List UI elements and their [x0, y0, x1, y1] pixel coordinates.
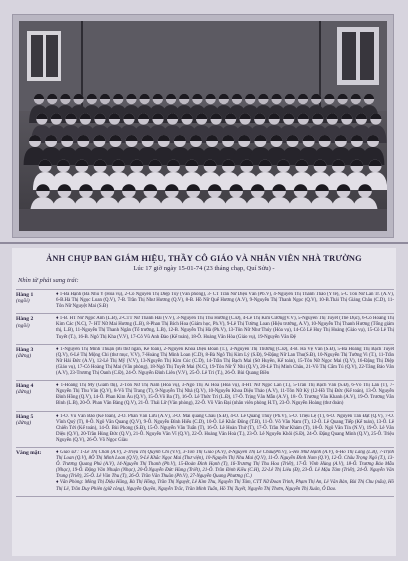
caption-block	[12, 248, 396, 556]
row-names: ♦ 1-B. HT Nữ Ngọc Anh (L.B), 2-CTT Nữ Thanh Hải (V.V), 3-Nguyễn Thị Thu Hương (C.Đ), 4-Lê Thị Kim Cương(V.V), 5-Nguyễn Thị Tuyết (Thể Dục), 6-Cô Hoàng Thị Kim Các (N.C), 7- HT Nữ Mai Hương (L.B), 8-Phan Thị Bích Hoa (Giám học, Ph.V), 9-Lê Thị Tường Loan (Hiệu trưởng, A.V), 10-Nguyễn Thị Thanh Hương (Tổng giám thị, L.B), 11-Nguyễn Thị Thanh Ngân (Tổ trưởng, L.B), 12-B. Nguyễn Thị Hà (Ph.V), 13-Tôn Nữ Như Thúy (Hóa vụ), 14-Cô Lê Huy Thị Hoàng (Giáo vụ), 15-Cô Lê Thị Tuyết (T.), 16-B. Ngô Thị Kha (V.V), 17-Cô Vũ Anh Đào (Kế toán), 18-Ô. Hoàng Văn Hòa (Giáo vụ), 19-Nguyễn Văn Đệ	[56, 316, 394, 340]
row-sublabel: (đứng)	[16, 419, 32, 426]
absent-staff: ♦ Văn Phòng: Mông Thị Diệu Hằng, Bà Thị Hồng, Trần Thị Nguyệt, Lê Kim Thu, Nguyễn Thị Tâm, CTT Nữ Đoan Trinh, Phạm Thị An, Lê Văn Bản, Bùi Thị Chu (nấu), Hồ Thị Lê, Trần Duy Phiên (giữ công), Nguyễn Quyền, Nguyễn Trắc, Trần Minh Tuấn, Hồ Thị Tuyết, Nguyễn Thị Thơm, Nguyễn Thị Xuân, Ô Dao.	[56, 480, 394, 492]
row-label-text: Hàng 3	[16, 346, 34, 353]
row-names	[56, 450, 394, 493]
row-names: ♦ 1-Bà Hạnh (Bà Nhu Y (Hóa vụ), 2-Cô Nguyễn Thị Diệp Túy (Văn phòng), 3- CT Trần Nữ Diệu Vân (Pb.V), 4-Nguyễn Thị Thanh Thảo (Y tế), 5-C Tôn Nữ Lan Tr. (A.V), 6-B.Hà Thị Ngọc Loan (Q.V), 7-B. Trần Thị Như Hương (Q.V), 8-B. Hồ Nữ Quế Hương (A.V), 9-Nguyễn Thị Thanh Ngọc (Q.V), 10-B.Thái Thị Giáng Châu (C.D), 11-Tôn Nữ Nguyệt Mai (S.Đ)	[56, 292, 394, 310]
photo-frame	[12, 14, 394, 238]
row-names: ♦ 1-Ô. Vũ Văn Bảo (Kế toán), 2-Ô. Phan Văn Lữu (A.V), 3-Ô. Mai quang Châu (S.Đ), 4-Ô. Lê Quang Thuỳ (Ph.V), 5-Ô. Triệu Lệ (T), 6-Ô. Nguyễn Tấn Đạt (Q.V), 7-Ô. Vĩnh Quý (T), 8-Ô. Ngô Văn Quang (Q.V), 9-Ô. Nguyễn Đình Hiếu (C.D), 10-Ô. Lê Khắc Đông (T.B), 11-Ô. Võ Văn Nam (T), 12-Ô. Lê Quang Tiếp (Kế toán), 13-Ô. Lê Chiến Tới (Kế toán), 14-Ô. Bùi Phong (S.Đ), 15-Ô. Nguyễn Văn Tuấn (T), 16-Ô. Lê Hoàn Thứ (T), 17-Ô. Trần Như Khảm (T), 18-Ô. Ngô Văn Tín (N.V), 19-Ô. Lê Văn Diệu (Q.V), 20-Trần Hùng Đức (Q.V), 21-Ô. Nguyễn Văn Vĩ (Q.V), 22-Ô. Hoàng Văn Hoà (T.), 23-Ô. Lê Nguyễn Khôi (S.Đ), 24-Ô. Đặng Quang Minh (Q.V), 25-Ô. Triệu Nguyễn (Q.V), 26-Ô. Võ Ngọc Giàu	[56, 413, 394, 443]
name-rows	[16, 289, 394, 497]
row-names: ♦ 1-Hoàng Thị Mỹ (Giám thị), 2-Tôn Nữ Thị Nam (Hóa vụ), 3-Ngô Thị Ái Hoa (Hóa vụ), 4-HT Nữ Ngọc Lan (T.), 5-Trần Thị Bạch Vân (S.Đ), 6-Võ Thị Lan (T), 7-Nguyễn Thị Thu Vân (Q.V), 8-Võ Thị Trang (T), 9-Nguyễn Thị Nhà (Q.V), 10-Nguyễn Khoa Diệu Thảo (A.V), 11-Tôn Nữ Kỳ (12-Hồ Thị Đức (Kế toán), 13-Ô. Nguyễn Đình Hồng (Q.V), 14-Ô. Phan Kim Âu (Q.V), 15-Ô.Võ Ba (T), 16-Ô. Lê Thức Trí (L.Đ), 17-Ô. Trịng Văn Mẫn (A.V), 18- Ô. Trương Văn Khanh (A.V), 19-Ô. Trương Văn Bình (L.B), 20-Ô. Phan Văn Bàng (Q.V), 21-Ô. Thái Lữ (Văn phòng), 22-Ô. Võ Văn Đại (nhân viên phòng H.T), 23-Ô. Nguyễn Hoàng (thư đoàn)	[56, 383, 394, 407]
row-label	[16, 316, 56, 329]
row-label	[16, 347, 56, 360]
row-label-text: Hàng 1	[16, 292, 34, 298]
row-label	[16, 383, 56, 396]
row-4	[16, 380, 394, 410]
row-2	[16, 313, 394, 343]
group-photo	[19, 21, 387, 231]
row-1	[16, 289, 394, 313]
reading-direction-note: Nhìn từ phải sang trái:	[18, 277, 79, 284]
caption-title: ẢNH CHỤP BAN GIÁM HIỆU, THẦY CÔ GIÁO VÀ NHÂN VIÊN NHÀ TRƯỜNG	[46, 254, 362, 263]
absent-teachers: ♦ Giáo sư : 1-Lê Thị Chân (A.V), 2-Triệu Thị Quỳnh Chi (V.V), 3-Tôn Thị Giao (A.V), 4-Nguyễn Thị Lê Châu(Ph.V), 5-Hồ Như Hạnh (A.V), 6-Hồ Thị Lang (L.B), 7-Trịnh Thị Loan (Q.V), 8Ô Thị Minh Loan (Q.V), 9-Lê Khắc Ngọc Mai (Thư viện), 10-Nguyễn Thị Nhu Mai (Q.V), 11-Ô. Nguyễn Đình Nam (Q.V), 12-Ô. Châu Trọng Ngô (T.), 13-Ô. Trương Quang Phú (A.V), 14-Nguyễn Thị Thanh (Ph.V), 15-Đoàn Đình Hạnh (T), 16-Trương Thị Thu Hoa (Triết), 17-Ô. Vĩnh Hùng (A.V), 18-Ô. Trương Bảo Mẫu (Nhạc), 19-Ô. Đặng Văn Nhuận (Nhạc), 20-Ô.Nguyễn Đức Hùng (Triết), 21-Ô. Trần Đình Kiều (C.H), 22-Lê Thị Liêu (Đ), 23-Ô. Lê Mậu Tâm (Triết), 24-Ô. Nguyễn Văn Trung (Triết), 25-Ô. Lê Văn Thu (T), 26-Ô. Trần Văn Thuần (Ph.V), 27-Nguyễn Quang Phương (C.)	[56, 449, 394, 480]
caption-subtitle: Lúc 17 giờ ngày 15-01-74 (23 tháng chạp, Quí Sửu) -	[133, 265, 275, 272]
row-sublabel: (đứng)	[16, 389, 32, 396]
row-label-text: Vắng mặt:	[16, 449, 42, 456]
row-label-text: Hàng 4	[16, 383, 34, 390]
row-3	[16, 344, 394, 380]
divider	[0, 242, 408, 244]
row-label	[16, 292, 56, 305]
row-5	[16, 411, 394, 447]
row-sublabel: (đứng)	[16, 352, 32, 359]
row-label	[16, 414, 56, 427]
row-absent	[16, 447, 394, 497]
row-label-text: Hàng 2	[16, 316, 34, 323]
row-label	[16, 450, 56, 456]
row-label-text: Hàng 5	[16, 413, 34, 420]
row-names: ♦ 1-Nguyễn Thị Minh Thuận (Bí thư ngân, Kế toán), 2-Nguyễn Khoa Diệu Đoan (T.), 3-Nguyễn Thị Thương (C.Đ), 4-B. Hà Vệ Vân (S.Đ), 5-Bà Hoàng Thị Bạch Tuyết (Q.V), 6-Lê Thị Mộng Chi (thư mục, V.V), 7-Hoàng Thị Minh Loan (C.D), 8-Bà Ngô Thị Kim Lý (S.Đ), 9-Đặng Nữ Lan Thu(S.Đ), 10-Nguyễn Thị Tường Vi (T.), 11-Trần Nữ Hải Đức (A.V), 12-Lê Thị Mỹ (V.V), 13-Nguyễn Thị Kim Cúc (C.D), 14-Trần Thị Bạch Mai (Sử Huyền, Kế toán), 15-Tôn Nữ Ngọc Mai (Q.V), 16-Đặng Thị Diệp (Giáo vụ), 17-Cô Hoàng Thị Mai (Văn phòng), 18-Ngô Thị Tuyết Mai (N.C), 19-Tôn Nữ Ý Nhi (Q.V), 20-Lê Thị Minh Châu, 21-Võ Thị Cẩm Tú (Q.V), 22-Tăng Bảo Vân (A.V), 23-Trương Thị Oanh (C.Đ), 24-Ô. Nguyễn Đình Liên (V.V), 25-Ô. Lê Tri (T.), 26-Ô. Bùi Quang Biền	[56, 346, 394, 377]
row-sublabel: (ngồi)	[16, 298, 30, 305]
row-sublabel: (ngồi)	[16, 322, 30, 329]
